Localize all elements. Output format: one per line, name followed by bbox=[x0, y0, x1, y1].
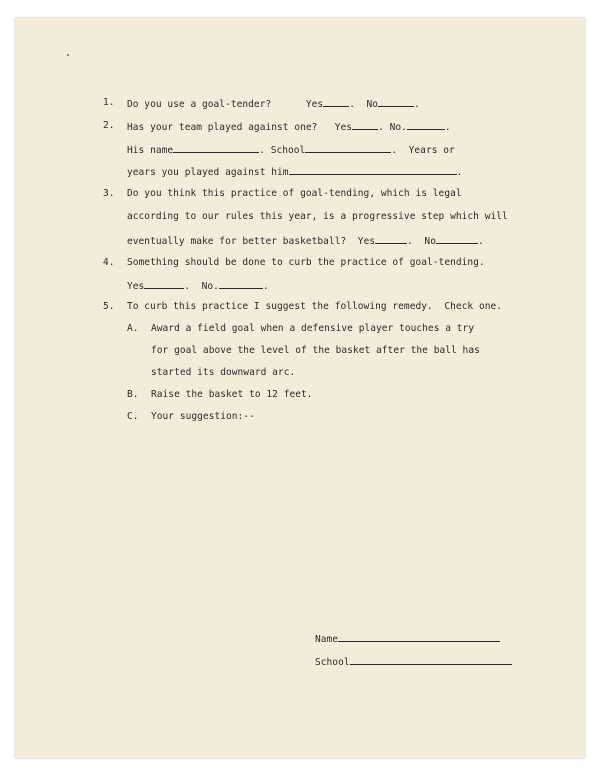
q2-line2: His name . School . Years or bbox=[127, 145, 455, 156]
q2-years-label: years you played against him bbox=[127, 167, 289, 178]
q5-b-letter: B. bbox=[127, 389, 139, 400]
q4-line2: Yes . No. . bbox=[127, 281, 269, 292]
q3-no-blank[interactable] bbox=[436, 234, 478, 244]
q5-c-letter: C. bbox=[127, 411, 139, 422]
q3-number: 3. bbox=[103, 188, 115, 199]
q3-line1: Do you think this practice of goal-tending, which is legal bbox=[127, 188, 462, 199]
q5-a-line3: started its downward arc. bbox=[151, 367, 296, 378]
q4-line1: Something should be done to curb the practice of goal-tending. bbox=[127, 257, 485, 268]
q2-school-label: School bbox=[270, 145, 306, 156]
q1-yes-label: Yes bbox=[305, 99, 324, 110]
q1-number: 1. bbox=[103, 97, 115, 108]
q5-a-line1: Award a field goal when a defensive player touches a try bbox=[151, 323, 475, 334]
q5-number: 5. bbox=[103, 301, 115, 312]
q1-line: Do you use a goal-tender? Yes . No . bbox=[127, 99, 420, 110]
q2-years-or: Years or bbox=[408, 145, 455, 156]
signature-name-blank[interactable] bbox=[338, 632, 500, 642]
q2-his-name-label: His name bbox=[127, 145, 174, 156]
signature-school-label: School bbox=[315, 657, 350, 668]
signature-school-blank[interactable] bbox=[350, 655, 512, 665]
q2-years-blank[interactable] bbox=[289, 165, 457, 175]
q5-a-line2: for goal above the level of the basket after the ball has bbox=[151, 345, 480, 356]
questionnaire-page bbox=[15, 18, 585, 758]
q1-no-blank[interactable] bbox=[378, 97, 414, 107]
q2-line1: Has your team played against one? Yes . No. . bbox=[127, 122, 451, 133]
signature-school-row bbox=[315, 655, 512, 668]
q2-no-label: No. bbox=[389, 122, 407, 133]
q5-a-letter: A. bbox=[127, 323, 139, 334]
q3-line2: according to our rules this year, is a progressive step which will bbox=[127, 211, 508, 222]
q3-question-end: eventually make for better basketball? bbox=[127, 236, 347, 247]
q2-line3: years you played against him . bbox=[127, 167, 463, 178]
q4-no-blank[interactable] bbox=[219, 279, 263, 289]
q5-c-text: Your suggestion:-- bbox=[151, 411, 255, 422]
q3-yes-blank[interactable] bbox=[375, 234, 407, 244]
paper-speck bbox=[67, 54, 69, 56]
q2-no-blank[interactable] bbox=[407, 120, 445, 130]
q5-b-text: Raise the basket to 12 feet. bbox=[151, 389, 313, 400]
q4-no-label: No bbox=[201, 281, 214, 292]
q1-text: Do you use a goal-tender? bbox=[127, 99, 272, 110]
q5-line: To curb this practice I suggest the following remedy. Check one. bbox=[127, 301, 503, 312]
q1-no-label: No bbox=[366, 99, 379, 110]
q2-number: 2. bbox=[103, 120, 115, 131]
q4-yes-label: Yes bbox=[127, 281, 145, 292]
q1-yes-blank[interactable] bbox=[323, 97, 349, 107]
signature-name-label: Name bbox=[315, 634, 339, 645]
q3-line3: eventually make for better basketball? Yes . No . bbox=[127, 236, 484, 247]
q2-yes-label: Yes bbox=[334, 122, 353, 133]
q4-number: 4. bbox=[103, 257, 115, 268]
q3-yes-label: Yes bbox=[357, 236, 376, 247]
q2-his-name-blank[interactable] bbox=[173, 143, 259, 153]
q2-text: Has your team played against one? bbox=[127, 122, 318, 133]
q4-yes-blank[interactable] bbox=[144, 279, 184, 289]
q2-school-blank[interactable] bbox=[305, 143, 391, 153]
q2-yes-blank[interactable] bbox=[352, 120, 378, 130]
signature-name-row bbox=[315, 632, 500, 645]
q3-no-label: No bbox=[424, 236, 436, 247]
